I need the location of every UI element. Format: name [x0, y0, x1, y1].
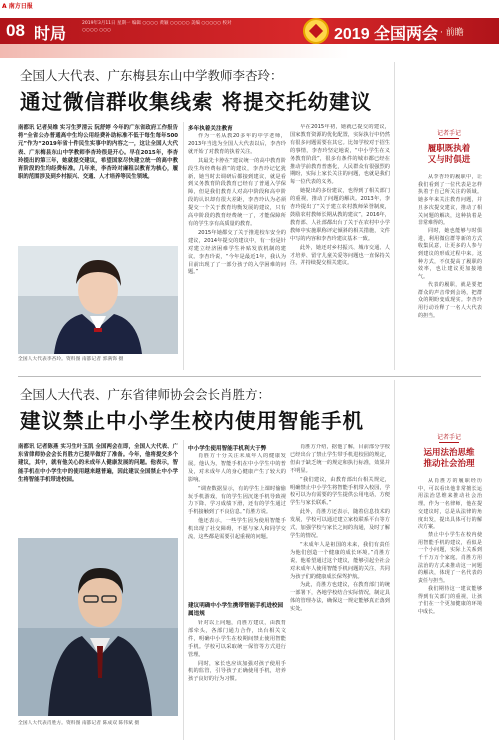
article1-lead: 南都讯 记者吴维 实习生罗清云 阮舒婷 今年的广东省政府工作报告将“全省公办普通高中生均公用经费补助标准不低于每生每年500元”作为“2019年省十件民生实事中的内容之一，这让全国人大代表、广东梅县东山中学教师李杏玲很是开心。早在2015年，李杏玲提出的第三年，她就提交建议，希望国家尽快建立统一的高中教育阶段的生均经费标准。几年来，李杏玲对廉租以教育为核心，履职的范围涉及到乡村振兴、交通、人才培养等民生领域。 — [18, 125, 178, 181]
sidebar-divider — [394, 380, 395, 740]
sidebar-rule — [439, 138, 459, 139]
header-top-strip — [0, 0, 499, 18]
emblem-icon — [303, 18, 329, 44]
article1-photo — [18, 246, 178, 354]
paragraph: 从肖胜方的履职经历中，可以看出他非常擅长运用法治思维来推动社会治理。作为一名律师，他在提交建议时，总是从法律的角度出发，提出具体可行的解决方案。 — [418, 478, 482, 531]
section-name: 时局 — [34, 24, 67, 43]
article1-photo-caption: 全国人大代表李杏玲。资料图 南都记者 郭满饰 摄 — [18, 357, 124, 362]
sidebar-rule — [439, 442, 459, 443]
paragraph: 此外，她还对乡村振兴、城市交通、人才培养、留守儿童关爱等问题也一直保持关注，并持续提交相关建议。 — [290, 244, 390, 267]
portrait-woman-image — [18, 246, 178, 354]
paragraph: 肖胜方十分关注未成年人的健康发展。他认为，智能手机在中小学生中的普及，对未成年人的身心健康产生了较大的影响。 — [188, 453, 286, 483]
article2-photo-caption: 全国人大代表肖胜方。资料图 南都记者 陈成双 陈伟斌 摄 — [18, 721, 140, 726]
article2-col2 — [290, 444, 390, 740]
column-divider — [183, 440, 184, 740]
article1-col2 — [290, 124, 390, 369]
paragraph: 作为一名从教20多年的中学老师，2013年当选为全国人大代表以后，李杏玲就开始了对教育的执着关注。 — [188, 133, 286, 155]
paragraph: “调查数据显示，有的学生上课时偷偷玩手机游戏，有的学生因沉迷手机导致视力下降、学习成绩下滑，还有的学生通过手机接触到了不良信息。”肖胜方说。 — [188, 485, 286, 516]
paragraph: 早在2015年初，她就已提交的建议，国家教育资源的优化配置，实际执行中仍然有很多问题需要在其它。比如学校对于招生的事情，李杏玲坚定地说，“中小学生在义务教育阶段”，很多有条件的城市都已经在推动学前教育普惠化，人民群众有很强烈的期盼，实际上家长关注的问题，也就是我们每一位代表的义务。 — [290, 124, 390, 186]
event-title: 2019 全国两会 — [334, 26, 439, 43]
paragraph: 其最先卡脖在“建议统一的高中教育阶段生均经费标准”的建议，李杏玲记忆犹新，她当时去调研后都接到建议，就是看到义务教育阶段教育已经有了普通入学保障，但是我们教育人对高中阶段和高中阶段的认识却有很大差距，李杏玲认为必须提交一个关于教育均衡发展的建议，只有高中阶段的教育经费统一了，才能保障所有的学生享有高质量的教育。 — [188, 157, 286, 227]
article1-col1 — [188, 133, 286, 368]
paragraph: 针对以上问题，肖胜方建议，由教育部牵头，各部门通力合作，出台相关文件，明确中小学生在校期间禁止使用智能手机。学校可以采取统一保管等方式进行管理。 — [188, 620, 286, 658]
article2-col2-subhead: 建议明确中小学生携带智能手机进校园属违规 — [188, 603, 284, 617]
newspaper-logo: A 南方日报 — [2, 3, 33, 10]
sidebar-divider — [394, 62, 395, 370]
portrait-man-image — [18, 538, 178, 716]
paragraph: “我们建议，由教育部出台相关规定，明确禁止中小学生将智能手机带入校园，学校可以为有需要的学生提供公用电话，方便学生与家长联系。” — [290, 476, 390, 507]
paragraph: 此外，肖胜方还表示，随着信息技术的发展，学校可以通过建立家校联系平台等方式，加强学校与家长之间的沟通，及时了解学生的情况。 — [290, 509, 390, 539]
paragraph: “未成年人是祖国的未来，我们有责任为他们创造一个健康的成长环境。”肖胜方说，他希望通过这个建议，能够引起全社会对未成年人使用智能手机问题的关注，共同为孩子们的健康成长保驾护航。 — [290, 541, 390, 580]
paragraph: 同时，家长也应该加强对孩子使用手机的监管，引导孩子正确使用手机，培养孩子良好的行为习惯。 — [188, 660, 286, 683]
article1-sidebar-label: 记者手记 — [436, 130, 461, 137]
article2-col1-subhead: 中小学生使用智能手机利大于弊 — [188, 446, 267, 452]
article2-sidebar-label: 记者手记 — [436, 434, 461, 441]
paragraph: 同时，她也能够与时俱进，利用微信群等新的方式收集民意，让更多的人参与到建议的形成过程中来。这种方式，不仅提高了履职的效率，也让建议更加接地气。 — [418, 227, 482, 281]
paragraph: 2015年她都交了关于推进校车安全的建议，2014年提交的建议中，有一份是针对建立经济困难学生补贴发放机制的建议。李杏玲说，“今年是最近1年，我认为目前出现了了一部分孩子的入学困难的问题。” — [188, 229, 286, 276]
page-header — [0, 0, 499, 62]
section-number: 08 — [6, 21, 25, 40]
paragraph: 为此，肖胜方也建议，在教育部门的统一部署下，各地学校结合实际情况，制定具体的管理办法，确保这一规定能够真正落到实处。 — [290, 582, 390, 613]
article1-kicker: 全国人大代表、广东梅县东山中学教师李杏玲： — [20, 68, 283, 83]
paragraph: 他还表示，一些学生因为使用智能手机出现了社交障碍，不愿与家人和同学交流，这些都是需要引起重视的问题。 — [188, 518, 286, 541]
article2-headline: 建议禁止中小学生校内使用智能手机 — [20, 409, 364, 433]
article2-sidebar-body — [418, 478, 482, 740]
header-wave-decoration — [0, 44, 499, 58]
article1-sidebar-body — [418, 174, 482, 370]
article2-kicker: 全国人大代表、广东省律师协会会长肖胜方： — [20, 387, 271, 402]
article2-col1 — [188, 453, 286, 599]
paragraph: 代表的履职，就是要把群众的声音带到会场，把群众的期盼变成现实。李杏玲用行动诠释了一名人大代表的担当。 — [418, 281, 482, 319]
header-info: 2019年3月11日 星期一 编辑 ○○○○ 黄颖 ○○○○○ 美编 ○○○○○ 校对 ○○○○ ○○○ — [82, 21, 232, 33]
paragraph: 她提出的多份建议，也得到了相关部门的重视，推动了问题的解决。2013年，李杏玲提出了“关于建立农村教师荣誉制度，鼓励农村教师长期从教的建议”，2016年，教育部、人社部都出台了关于在农村中小学教师中实施职称评定倾斜的相关措施，文件中写的内容和李杏玲建议基本一致。 — [290, 188, 390, 242]
article2-col1b — [188, 620, 286, 740]
article1-col1-subhead: 多年执着关注教育 — [188, 126, 233, 132]
article2-sidebar-title: 运用法治思维 推动社会治理 — [423, 448, 475, 469]
column-divider — [183, 122, 184, 370]
article-separator — [18, 376, 481, 377]
article1-sidebar-title: 履职既执着 又与时俱进 — [427, 144, 471, 165]
paragraph: 禁止中小学生在校内使用智能手机的建议，看似是一个小问题，实际上关系到千千万万个家庭。肖胜方用法治的方式来推动这一问题的解决，体现了一名代表的责任与担当。 — [418, 531, 482, 585]
paragraph: 从李杏玲的履职中，让我们看到了一位代表是怎样执着于自己所关注的领域。她多年来关注教育问题，并且多次提交建议，推动了相关问题的解决，这种执着是非常难得的。 — [418, 174, 482, 227]
paragraph: 肖胜方介绍，据他了解，目前部分学校已经出台了禁止学生带手机进校园的规定，但由于缺乏统一的规定和执行标准，效果并不明显。 — [290, 444, 390, 474]
paragraph: 我们期待这一建议能够得到有关部门的重视，让孩子们在一个更加健康的环境中成长。 — [418, 585, 482, 615]
event-subtitle: · 前瞻 — [440, 28, 464, 38]
article2-lead: 南都讯 记者陈燕 实习生叶玉凯 全国两会在即，全国人大代表、广东省律师协会会长肖胜方已提早做好了准备。今年，他将提交多个建议，其中，就有他关心的未成年人健康发展的问题。他表示，智能手机在中小学生中的使用越来越普遍，因此建议全国禁止中小学生将智能手机带进校园。 — [18, 444, 178, 483]
article2-photo — [18, 538, 178, 716]
article1-headline: 通过微信群收集线索 将提交托幼建议 — [20, 90, 373, 114]
